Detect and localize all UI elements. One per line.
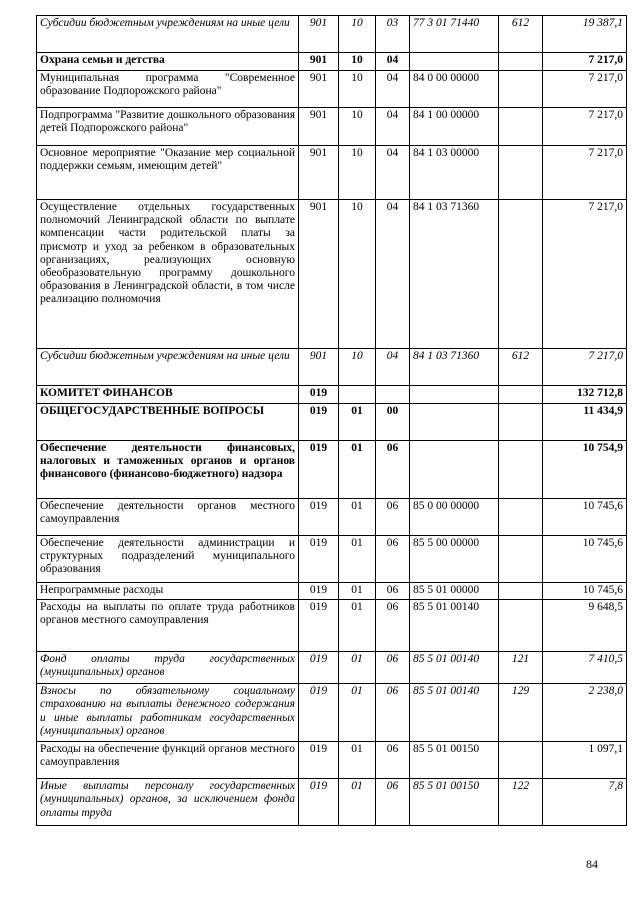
cell-amount: 7,8 (543, 779, 627, 826)
cell-subsection: 06 (376, 499, 410, 536)
cell-section: 01 (339, 441, 376, 499)
cell-section: 01 (339, 583, 376, 600)
cell-name: Фонд оплаты труда государственных (муниципальных) органов (37, 652, 299, 684)
cell-target-article: 85 5 01 00140 (410, 684, 499, 742)
table-row (37, 684, 627, 742)
cell-section: 10 (339, 200, 376, 349)
cell-amount: 7 217,0 (543, 53, 627, 71)
cell-target-article: 85 0 00 00000 (410, 499, 499, 536)
cell-grbs: 901 (299, 200, 339, 349)
cell-target-article: 77 3 01 71440 (410, 16, 499, 53)
cell-section: 10 (339, 16, 376, 53)
cell-expense-type (499, 53, 543, 71)
table-row (37, 536, 627, 583)
cell-amount: 10 745,6 (543, 583, 627, 600)
cell-section: 10 (339, 71, 376, 108)
table-row (37, 71, 627, 108)
cell-name: Субсидии бюджетным учреждениям на иные цели (37, 16, 299, 53)
cell-amount: 2 238,0 (543, 684, 627, 742)
cell-section: 10 (339, 53, 376, 71)
cell-name: Обеспечение деятельности администрации и структурных подразделений муниципального образования (37, 536, 299, 583)
cell-expense-type (499, 146, 543, 200)
table-row (37, 652, 627, 684)
table-row (37, 200, 627, 349)
cell-name: Муниципальная программа "Современное образование Подпорожского района" (37, 71, 299, 108)
table-row (37, 404, 627, 441)
cell-subsection: 06 (376, 441, 410, 499)
cell-subsection: 06 (376, 742, 410, 779)
budget-table (36, 15, 627, 826)
cell-name: Непрограммные расходы (37, 583, 299, 600)
cell-target-article (410, 404, 499, 441)
cell-section: 10 (339, 146, 376, 200)
cell-section: 01 (339, 652, 376, 684)
cell-target-article: 84 1 00 00000 (410, 108, 499, 146)
cell-name: Охрана семьи и детства (37, 53, 299, 71)
cell-target-article (410, 441, 499, 499)
cell-grbs: 019 (299, 583, 339, 600)
cell-amount: 1 097,1 (543, 742, 627, 779)
table-body (37, 16, 627, 826)
cell-target-article: 85 5 01 00000 (410, 583, 499, 600)
cell-grbs: 019 (299, 684, 339, 742)
table-row (37, 600, 627, 652)
cell-target-article: 85 5 01 00140 (410, 600, 499, 652)
cell-section: 10 (339, 349, 376, 386)
cell-section: 10 (339, 108, 376, 146)
table-row (37, 441, 627, 499)
cell-expense-type (499, 742, 543, 779)
cell-expense-type (499, 200, 543, 349)
cell-grbs: 019 (299, 386, 339, 404)
cell-grbs: 019 (299, 499, 339, 536)
cell-expense-type (499, 441, 543, 499)
cell-grbs: 019 (299, 652, 339, 684)
cell-expense-type (499, 583, 543, 600)
cell-name: Субсидии бюджетным учреждениям на иные цели (37, 349, 299, 386)
cell-expense-type (499, 71, 543, 108)
cell-amount: 11 434,9 (543, 404, 627, 441)
cell-target-article: 85 5 01 00150 (410, 779, 499, 826)
cell-section: 01 (339, 779, 376, 826)
cell-target-article: 84 1 03 00000 (410, 146, 499, 200)
cell-amount: 10 745,6 (543, 499, 627, 536)
cell-section: 01 (339, 742, 376, 779)
cell-subsection: 04 (376, 71, 410, 108)
table-row (37, 108, 627, 146)
cell-grbs: 901 (299, 71, 339, 108)
cell-section: 01 (339, 536, 376, 583)
cell-section (339, 386, 376, 404)
cell-amount: 9 648,5 (543, 600, 627, 652)
table-row (37, 742, 627, 779)
cell-target-article (410, 53, 499, 71)
table-row (37, 779, 627, 826)
cell-amount: 7 217,0 (543, 200, 627, 349)
cell-expense-type (499, 536, 543, 583)
cell-amount: 7 217,0 (543, 108, 627, 146)
cell-subsection: 04 (376, 53, 410, 71)
cell-amount: 19 387,1 (543, 16, 627, 53)
cell-expense-type: 612 (499, 16, 543, 53)
cell-name: Взносы по обязательному социальному страхованию на выплаты денежного содержания и иные выплаты работникам государственных (муниципальных) органов (37, 684, 299, 742)
table-row (37, 53, 627, 71)
cell-subsection: 06 (376, 652, 410, 684)
cell-amount: 7 410,5 (543, 652, 627, 684)
cell-grbs: 901 (299, 108, 339, 146)
cell-grbs: 019 (299, 536, 339, 583)
cell-name: Расходы на выплаты по оплате труда работников органов местного самоуправления (37, 600, 299, 652)
cell-expense-type (499, 108, 543, 146)
cell-subsection: 06 (376, 600, 410, 652)
cell-grbs: 901 (299, 146, 339, 200)
cell-subsection: 04 (376, 349, 410, 386)
cell-subsection: 06 (376, 779, 410, 826)
cell-subsection: 03 (376, 16, 410, 53)
cell-section: 01 (339, 499, 376, 536)
cell-grbs: 901 (299, 16, 339, 53)
cell-subsection: 04 (376, 146, 410, 200)
cell-name: Осуществление отдельных государственных полномочий Ленинградской области по выплате компенсации части родительской платы за присмотр и уход за ребенком в образовательных организациях, реализующих основную обеобразовательную программу дошкольного образования в Ленинградской области, в том числе реализацию полномочия (37, 200, 299, 349)
cell-section: 01 (339, 684, 376, 742)
cell-target-article (410, 386, 499, 404)
cell-expense-type (499, 404, 543, 441)
table-row (37, 16, 627, 53)
cell-subsection: 04 (376, 108, 410, 146)
cell-amount: 10 754,9 (543, 441, 627, 499)
cell-target-article: 84 1 03 71360 (410, 200, 499, 349)
cell-name: Иные выплаты персоналу государственных (муниципальных) органов, за исключением фонда оплаты труда (37, 779, 299, 826)
cell-name: Основное мероприятие "Оказание мер социальной поддержки семьям, имеющим детей" (37, 146, 299, 200)
cell-expense-type (499, 386, 543, 404)
table-row (37, 146, 627, 200)
cell-subsection (376, 386, 410, 404)
cell-expense-type: 122 (499, 779, 543, 826)
cell-grbs: 019 (299, 404, 339, 441)
cell-grbs: 019 (299, 441, 339, 499)
table-row (37, 386, 627, 404)
cell-section: 01 (339, 600, 376, 652)
table-row (37, 499, 627, 536)
cell-grbs: 019 (299, 742, 339, 779)
table-row (37, 349, 627, 386)
cell-name: Подпрограмма "Развитие дошкольного образования детей Подпорожского района" (37, 108, 299, 146)
cell-target-article: 85 5 00 00000 (410, 536, 499, 583)
cell-grbs: 901 (299, 349, 339, 386)
cell-name: КОМИТЕТ ФИНАНСОВ (37, 386, 299, 404)
cell-grbs: 019 (299, 779, 339, 826)
cell-amount: 10 745,6 (543, 536, 627, 583)
cell-subsection: 06 (376, 536, 410, 583)
cell-grbs: 901 (299, 53, 339, 71)
cell-amount: 132 712,8 (543, 386, 627, 404)
cell-subsection: 06 (376, 583, 410, 600)
cell-expense-type: 612 (499, 349, 543, 386)
cell-subsection: 06 (376, 684, 410, 742)
cell-target-article: 85 5 01 00150 (410, 742, 499, 779)
cell-expense-type: 121 (499, 652, 543, 684)
cell-target-article: 85 5 01 00140 (410, 652, 499, 684)
cell-target-article: 84 0 00 00000 (410, 71, 499, 108)
cell-section: 01 (339, 404, 376, 441)
cell-expense-type (499, 499, 543, 536)
cell-name: Обеспечение деятельности органов местного самоуправления (37, 499, 299, 536)
cell-name: Обеспечение деятельности финансовых, налоговых и таможенных органов и органов финансового (финансово-бюджетного) надзора (37, 441, 299, 499)
cell-subsection: 04 (376, 200, 410, 349)
cell-name: Расходы на обеспечение функций органов местного самоуправления (37, 742, 299, 779)
cell-amount: 7 217,0 (543, 71, 627, 108)
cell-name: ОБЩЕГОСУДАРСТВЕННЫЕ ВОПРОСЫ (37, 404, 299, 441)
cell-target-article: 84 1 03 71360 (410, 349, 499, 386)
cell-amount: 7 217,0 (543, 349, 627, 386)
cell-subsection: 00 (376, 404, 410, 441)
cell-expense-type (499, 600, 543, 652)
cell-amount: 7 217,0 (543, 146, 627, 200)
page-number: 84 (586, 857, 598, 871)
cell-expense-type: 129 (499, 684, 543, 742)
cell-grbs: 019 (299, 600, 339, 652)
table-row (37, 583, 627, 600)
